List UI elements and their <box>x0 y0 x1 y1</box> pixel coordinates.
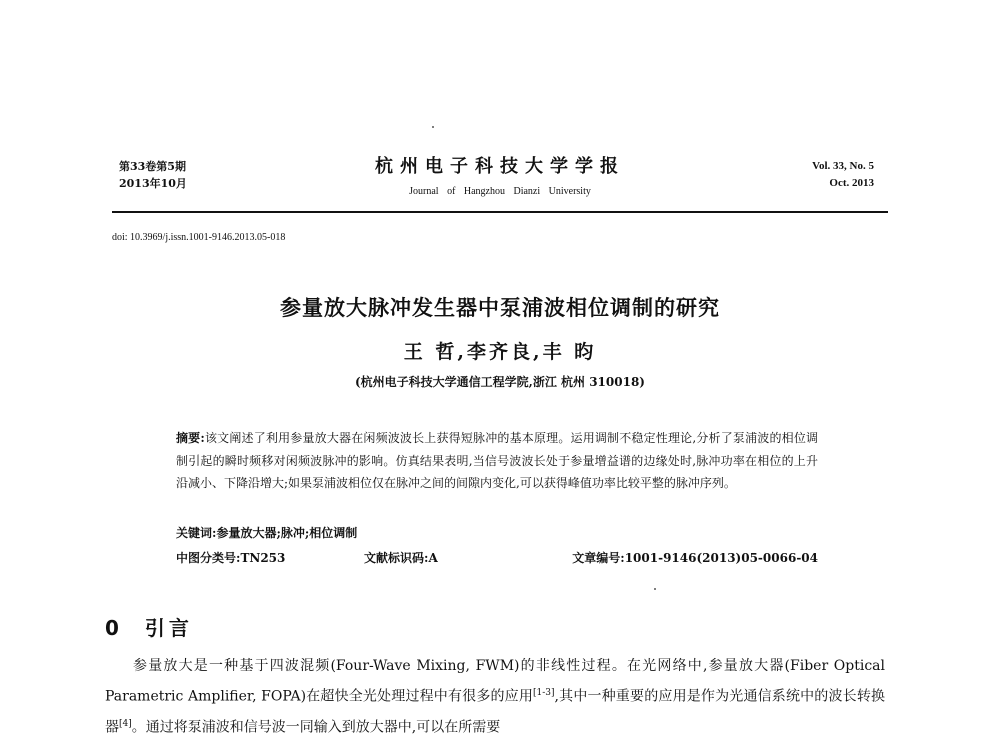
affiliation: (杭州电子科技大学通信工程学院,浙江 杭州 310018) <box>355 375 645 389</box>
body-text <box>105 653 885 741</box>
paper-title: 参量放大脉冲发生器中泵浦波相位调制的研究 <box>280 296 720 320</box>
clc-label: 中图分类号: <box>176 551 241 565</box>
volume-issue-en: Vol. 33, No. 5 <box>812 160 874 172</box>
header-right <box>812 158 874 192</box>
header-center <box>300 152 700 197</box>
section-number: 0 <box>105 616 123 640</box>
body-text-run: ,其中一种重要的应用是作为光通信系统中的波长转换器 <box>105 688 886 736</box>
abstract-label: 摘要: <box>176 431 205 445</box>
body-text-run: 参量放大是一种基于四波混频(Four-Wave Mixing, FWM)的非线性过程。在光网络中,参量放大器(Fiber Optical Parametric Amplifier, FOPA)在超快全光处理过程中有很多的应用 <box>105 658 885 705</box>
body-text-run: 。通过将泵浦波和信号波一同输入到放大器中,可以在所需要 <box>131 719 501 736</box>
date-cn: 2013年10月 <box>119 177 187 190</box>
date-en: Oct. 2013 <box>829 177 874 189</box>
citation: [1-3] <box>533 688 555 698</box>
scan-speck <box>432 126 434 128</box>
journal-title-en: Journal of Hangzhou Dianzi University <box>409 186 591 197</box>
clc-value: TN253 <box>240 551 286 565</box>
volume-issue-cn: 第33卷第5期 <box>119 160 186 173</box>
section-title: 引言 <box>144 616 193 640</box>
header-left <box>119 158 187 192</box>
document-code <box>364 549 438 566</box>
paragraph <box>105 653 885 741</box>
clc-number <box>176 549 285 566</box>
keywords-label: 关键词: <box>176 526 217 540</box>
citation: [4] <box>119 718 132 729</box>
doi: doi: 10.3969/j.issn.1001-9146.2013.05-018 <box>112 232 286 243</box>
keywords-text: 参量放大器;脉冲;相位调制 <box>216 526 358 540</box>
article-no-value: 1001-9146(2013)05-0066-04 <box>624 551 818 565</box>
journal-title-cn: 杭州电子科技大学学报 <box>375 156 625 177</box>
article-number <box>572 549 818 566</box>
header-rule <box>112 211 888 213</box>
doc-code-value: A <box>428 551 438 565</box>
keywords <box>176 524 357 541</box>
scan-speck <box>654 588 656 590</box>
abstract-text: 该文阐述了利用参量放大器在闲频波波长上获得短脉冲的基本原理。运用调制不稳定性理论,分析了泵浦波的相位调制引起的瞬时频移对闲频波脉冲的影响。仿真结果表明,当信号波波长处于参量增益谱的边缘处时,脉冲功率在相位的上升沿减小、下降沿增大;如果泵浦波相位仅在脉冲之间的间隙内变化,可以获得峰值功率比较平整的脉冲序列。 <box>176 431 818 490</box>
doc-code-label: 文献标识码: <box>364 551 429 565</box>
section-heading <box>105 612 193 641</box>
article-no-label: 文章编号: <box>572 551 625 565</box>
abstract <box>176 427 818 495</box>
authors: 王 哲,李齐良,丰 昀 <box>403 341 597 363</box>
